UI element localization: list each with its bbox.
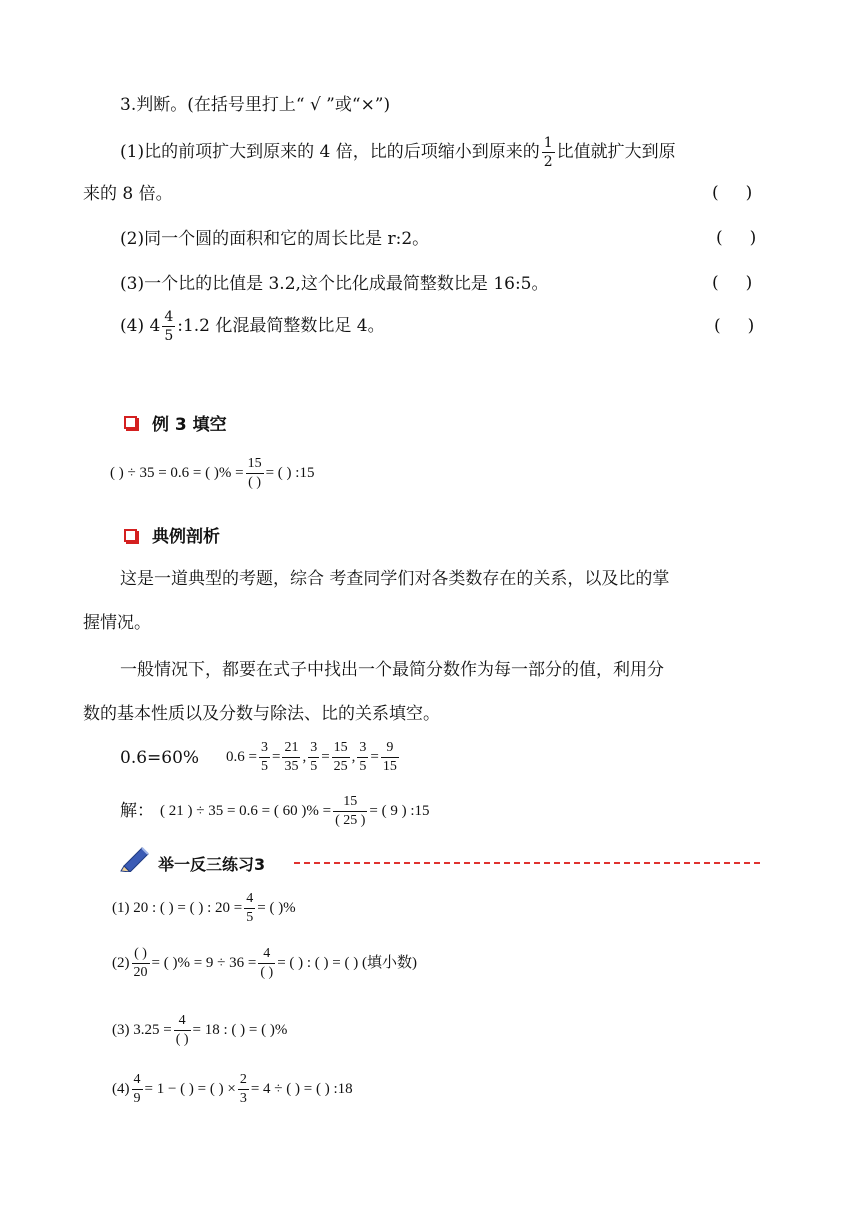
pencil-icon <box>120 846 152 872</box>
fraction-denominator: 15 <box>382 759 397 775</box>
practice-ex4 <box>112 1069 353 1109</box>
judge-q1-text-a: (1)比的前项扩大到原来的 4 倍，比的后项缩小到原来的 <box>120 142 540 162</box>
fraction-numerator: 4 <box>132 1073 143 1090</box>
fraction-denominator: 20 <box>133 965 148 981</box>
judge-q1-fraction <box>542 136 555 169</box>
fraction-numerator: 15 <box>333 795 367 812</box>
example-expr-b: = ( ) :15 <box>265 465 315 481</box>
fraction <box>357 741 368 774</box>
fraction-denominator: 5 <box>310 759 318 775</box>
answer-paren-2[interactable]: ( ) <box>716 228 757 248</box>
fraction <box>132 947 150 980</box>
judge-q2: (2)同一个圆的面积和它的周长比是 r:2。 <box>120 229 430 249</box>
judge-q1-text-b: 比值就扩大到原 <box>556 142 676 162</box>
analysis-calc-percent: 0.6=60% <box>120 748 200 768</box>
fraction-denominator: 5 <box>359 759 367 775</box>
ex4-text-b: = 4 ÷ ( ) = ( ) :18 <box>250 1081 353 1097</box>
solution-expr-b: = ( 9 ) :15 <box>369 803 430 819</box>
fraction-denominator: ( ) <box>175 1032 189 1048</box>
fraction-denominator: 3 <box>239 1091 247 1107</box>
fraction-numerator: 4 <box>258 947 275 964</box>
fraction-numerator: 3 <box>357 741 368 758</box>
fraction-denominator: 5 <box>164 328 174 344</box>
fraction-denominator: 2 <box>543 154 553 170</box>
fraction <box>332 741 350 774</box>
solution-fraction <box>333 795 367 828</box>
ex3-text-b: = 18 : ( ) = ( )% <box>192 1022 288 1038</box>
practice-heading: 举一反三练习3 <box>158 855 266 874</box>
judge-q1-line2: 来的 8 倍。 <box>83 184 173 204</box>
bullet-square-icon <box>124 529 137 542</box>
judge-q3: (3)一个比的比值是 3.2,这个比化成最简整数比是 16:5。 <box>120 274 549 294</box>
ex2-text-a: = ( )% = 9 ÷ 36 = <box>151 955 257 971</box>
fraction-denominator: ( 25 ) <box>335 813 366 829</box>
example-fraction <box>246 457 264 490</box>
fraction <box>308 741 319 774</box>
practice-ex2 <box>112 943 417 983</box>
fraction <box>258 947 275 980</box>
ex2-text-b: = ( ) : ( ) = ( ) (填小数) <box>277 955 417 971</box>
fraction <box>244 892 255 925</box>
judge-q4-prefix: (4) 4 <box>120 316 161 336</box>
fraction <box>132 1073 143 1106</box>
judge-q4-text: :1.2 化混最简整数比足 4。 <box>177 316 385 336</box>
fraction-denominator: 35 <box>284 759 299 775</box>
fraction <box>174 1014 191 1047</box>
analysis-calc-fractions: 0.6 = $\frac{3}{5}$ = $\frac{21}{35}$ , $\frac{3}{5}$ = $\frac{15}{25}$ , $\frac{3}{5}$ = $\frac{9}{15}$ <box>226 740 397 775</box>
ex1-text-b: = ( )% <box>257 900 296 916</box>
fraction-numerator: 3 <box>308 741 319 758</box>
fraction-numerator: 1 <box>543 135 553 151</box>
fraction-numerator: 15 <box>332 741 350 758</box>
ex2-prefix: (2) <box>112 955 130 971</box>
judge-q4 <box>120 308 385 344</box>
fraction <box>238 1073 249 1106</box>
solution-expr-a: ( 21 ) ÷ 35 = 0.6 = ( 60 )% = <box>160 803 332 819</box>
fraction-numerator: 4 <box>244 892 255 909</box>
fraction-denominator: 5 <box>260 759 268 775</box>
fraction-numerator: 21 <box>282 741 300 758</box>
ex3-text-a: (3) 3.25 = <box>112 1022 172 1038</box>
analysis-heading: 典例剖析 <box>152 527 220 547</box>
analysis-p1-line2: 握情况。 <box>83 613 151 633</box>
calc-lead: 0.6 = <box>226 749 257 765</box>
bullet-square-icon <box>124 416 137 429</box>
ex4-prefix: (4) <box>112 1081 130 1097</box>
fraction-denominator: ( ) <box>260 965 274 981</box>
ex4-text-a: = 1 − ( ) = ( ) × <box>144 1081 236 1097</box>
answer-paren-1[interactable]: ( ) <box>712 183 753 203</box>
fraction-numerator: 4 <box>174 1014 191 1031</box>
example-expr-a: ( ) ÷ 35 = 0.6 = ( )% = <box>110 465 244 481</box>
answer-paren-3[interactable]: ( ) <box>712 273 753 293</box>
judge-q4-fraction <box>162 310 175 343</box>
judge-title: 3.判断。(在括号里打上“ √ ”或“×”) <box>120 95 391 115</box>
analysis-p2-line2: 数的基本性质以及分数与除法、比的关系填空。 <box>83 704 440 724</box>
analysis-p1-line1: 这是一道典型的考题，综合 考查同学们对各类数存在的关系，以及比的掌 <box>120 569 670 589</box>
fraction-numerator: 4 <box>164 309 174 325</box>
practice-ex3 <box>112 1010 287 1050</box>
fraction-denominator: 9 <box>133 1091 141 1107</box>
solution-label: 解： <box>120 801 154 821</box>
example-expression <box>110 453 314 493</box>
fraction-numerator: 2 <box>238 1073 249 1090</box>
fraction-denominator: 25 <box>333 759 348 775</box>
analysis-p2-line1: 一般情况下，都要在式子中找出一个最简分数作为每一部分的值，利用分 <box>120 660 664 680</box>
fraction-numerator: 15 <box>246 457 264 474</box>
judge-q1-line1 <box>120 136 676 169</box>
fraction <box>282 741 300 774</box>
fraction-numerator: 3 <box>259 741 270 758</box>
solution-expression <box>160 791 430 831</box>
fraction <box>259 741 270 774</box>
fraction <box>381 741 399 774</box>
fraction-numerator: ( ) <box>132 947 150 964</box>
fraction-numerator: 9 <box>381 741 399 758</box>
practice-ex1 <box>112 888 296 928</box>
example-heading: 例 3 填空 <box>152 415 227 435</box>
dashed-divider <box>294 862 760 864</box>
fraction-denominator: 5 <box>246 910 254 926</box>
answer-paren-4[interactable]: ( ) <box>714 316 755 336</box>
fraction-denominator: ( ) <box>248 475 261 491</box>
ex1-text-a: (1) 20 : ( ) = ( ) : 20 = <box>112 900 243 916</box>
